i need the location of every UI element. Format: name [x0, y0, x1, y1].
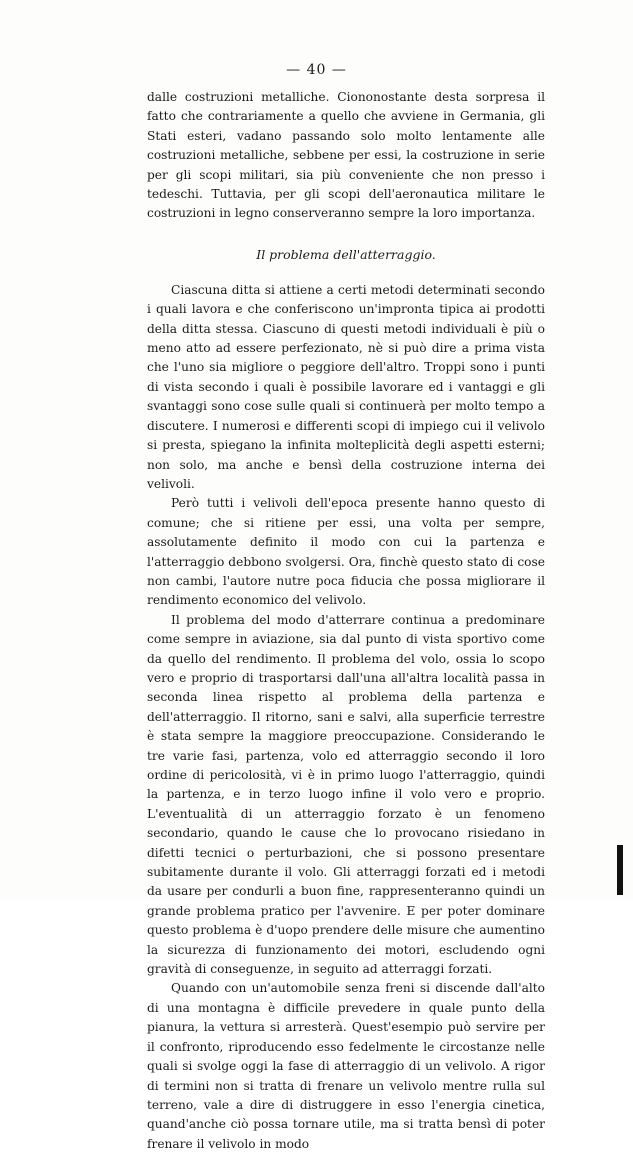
page-body — [147, 88, 545, 1154]
page-number: — 40 — — [286, 62, 347, 78]
section-heading: Il problema dell'atterraggio. — [256, 246, 436, 262]
paragraph-continuation: dalle costruzioni metalliche. Ciononostante desta sorpresa il fatto che contrariamente a quello che avviene in Germania, gli Stati esteri, vadano passando solo molto lentamente alle costruzioni metalliche, sebbene per essi, la costruzione in serie per gli scopi militari, sia più conveniente che non presso i tedeschi. Tuttavia, per gli scopi dell'aeronautica militare le costruzioni in legno conserveranno sempre la loro importanza. — [147, 90, 545, 221]
paragraph: Ciascuna ditta si attiene a certi metodi determinati secondo i quali lavora e che conferiscono un'impronta tipica ai prodotti della ditta stessa. Ciascuno di questi metodi individuali è più o meno atto ad essere perfezionato, nè si può dire a prima vista che l'uno sia migliore o peggiore dell'altro. Troppi sono i punti di vista secondo i quali è possibile lavorare ed i vantaggi e gli svantaggi sono cose sulle quali si continuerà per molto tempo a discutere. I numerosi e differenti scopi di impiego cui il velivolo si presta, spiegano la infinita molteplicità degli aspetti esterni; non solo, ma anche e bensì della costruzione interna dei velivoli. — [147, 282, 545, 491]
paragraph: Però tutti i velivoli dell'epoca presente hanno questo di comune; che si ritiene per essi, una volta per sempre, assolutamente definito il modo con cui la partenza e l'atterraggio debbono svolgersi. Ora, finchè questo stato di cose non cambi, l'autore nutre poca fiducia che possa migliorare il rendimento economico del velivolo. — [147, 496, 545, 608]
paragraph: Quando con un'automobile senza freni si discende dall'alto di una montagna è difficile prevedere in quale punto della pianura, la vettura si arresterà. Quest'esempio può servire per il confronto, riproducendo esso fedelmente le circostanze nelle quali si svolge oggi la fase di atterraggio di un velivolo. A rigor di termini non si tratta di frenare un velivolo mentre rulla sul terreno, vale a dire di distruggere in esso l'energia cinetica, quand'anche ciò possa tornare utile, ma si tratta bensì di poter frenare il velivolo in modo — [147, 981, 545, 1151]
paragraph: Il problema del modo d'atterrare continua a predominare come sempre in aviazione, sia dal punto di vista sportivo come da quello del rendimento. Il problema del volo, ossia lo scopo vero e proprio di trasportarsi dall'una all'altra località passa in seconda linea rispetto al problema della partenza e dell'atterraggio. Il ritorno, sani e salvi, alla superficie terrestre è stata sempre la maggiore preoccupazione. Considerando le tre varie fasi, partenza, volo ed atterraggio secondo il loro ordine di pericolosità, vi è in primo luogo l'atterraggio, quindi la partenza, e in terzo luogo infine il volo vero e proprio. L'eventualità di un atterraggio forzato è un fenomeno secondario, quando le cause che lo provocano risiedano in difetti tecnici o perturbazioni, che si possono presentare subitamente durante il volo. Gli atterraggi forzati ed i metodi da usare per condurli a buon fine, rappresenteranno quindi un grande problema pratico per l'avvenire. E per poter dominare questo problema è d'uopo prendere delle misure che aumentino la sicurezza di funzionamento dei motori, escludendo ogni gravità di conseguenze, in seguito ad atterraggi forzati. — [147, 612, 545, 977]
page-edge-mark — [617, 845, 623, 895]
